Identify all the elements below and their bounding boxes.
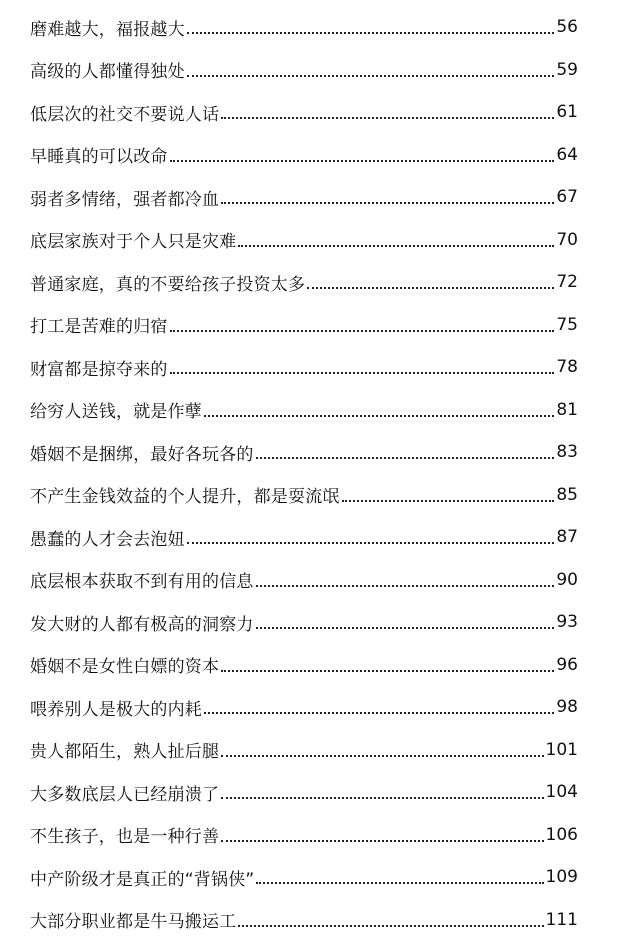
dot-leader — [221, 117, 554, 119]
toc-entry-title: 中产阶级才是真正的“背锅侠” — [30, 869, 255, 890]
toc-entry-title: 不产生金钱效益的个人提升，都是耍流氓 — [30, 487, 340, 508]
toc-entry-page: 96 — [556, 654, 578, 675]
toc-entry-title: 底层家族对于个人只是灾难 — [30, 232, 237, 253]
toc-entry[interactable] — [30, 899, 578, 941]
dot-leader — [221, 755, 543, 757]
toc-entry-page: 70 — [556, 229, 578, 250]
toc-entry-title: 婚姻不是女性白嫖的资本 — [30, 657, 220, 678]
toc-entry[interactable] — [30, 474, 578, 517]
toc-entry-page: 111 — [545, 909, 578, 930]
toc-entry-title: 大多数底层人已经崩溃了 — [30, 784, 220, 805]
toc-entry[interactable] — [30, 771, 578, 814]
dot-leader — [187, 542, 555, 544]
toc-entry[interactable] — [30, 261, 578, 304]
toc-entry[interactable] — [30, 601, 578, 644]
toc-entry[interactable] — [30, 219, 578, 262]
dot-leader — [221, 670, 554, 672]
dot-leader — [238, 925, 543, 927]
dot-leader — [256, 585, 555, 587]
toc-entry-page: 67 — [556, 187, 578, 208]
toc-entry-page: 59 — [556, 59, 578, 80]
toc-entry[interactable] — [30, 6, 578, 49]
toc-entry-page: 98 — [556, 697, 578, 718]
toc-entry[interactable] — [30, 686, 578, 729]
dot-leader — [187, 32, 555, 34]
toc-entry[interactable] — [30, 389, 578, 432]
dot-leader — [342, 500, 555, 502]
toc-entry-page: 104 — [545, 782, 578, 803]
toc-entry-page: 87 — [556, 527, 578, 548]
toc-entry-title: 底层根本获取不到有用的信息 — [30, 572, 254, 593]
toc-entry-page: 101 — [545, 739, 578, 760]
toc-entry-title: 贵人都陌生，熟人扯后腿 — [30, 742, 220, 763]
dot-leader — [221, 797, 543, 799]
toc-entry-title: 财富都是掠夺来的 — [30, 359, 168, 380]
dot-leader — [307, 287, 554, 289]
toc-entry-page: 72 — [556, 272, 578, 293]
toc-entry-title: 婚姻不是捆绑，最好各玩各的 — [30, 444, 254, 465]
dot-leader — [170, 372, 555, 374]
toc-entry-page: 106 — [545, 824, 578, 845]
toc-entry-title: 愚蠢的人才会去泡妞 — [30, 529, 185, 550]
toc-entry-page: 93 — [556, 612, 578, 633]
toc-entry-page: 83 — [556, 442, 578, 463]
toc-entry[interactable] — [30, 134, 578, 177]
dot-leader — [204, 712, 554, 714]
toc-entry-title: 大部分职业都是牛马搬运工 — [30, 912, 237, 933]
dot-leader — [256, 882, 543, 884]
toc-entry-page: 64 — [556, 144, 578, 165]
toc-entry[interactable] — [30, 176, 578, 219]
table-of-contents — [30, 6, 578, 941]
toc-entry-title: 弱者多情绪，强者都冷血 — [30, 189, 220, 210]
toc-entry[interactable] — [30, 644, 578, 687]
dot-leader — [238, 245, 554, 247]
toc-entry-page: 90 — [556, 569, 578, 590]
dot-leader — [204, 415, 554, 417]
toc-entry[interactable] — [30, 304, 578, 347]
dot-leader — [170, 330, 555, 332]
toc-entry-title: 打工是苦难的归宿 — [30, 317, 168, 338]
toc-entry[interactable] — [30, 559, 578, 602]
toc-entry[interactable] — [30, 729, 578, 772]
dot-leader — [256, 457, 555, 459]
toc-entry-page: 78 — [556, 357, 578, 378]
toc-entry[interactable] — [30, 814, 578, 857]
toc-entry-page: 61 — [556, 102, 578, 123]
toc-entry-title: 喂养别人是极大的内耗 — [30, 699, 202, 720]
toc-entry-page: 75 — [556, 314, 578, 335]
toc-entry-title: 不生孩子，也是一种行善 — [30, 827, 220, 848]
toc-entry-title: 高级的人都懂得独处 — [30, 62, 185, 83]
toc-entry-title: 给穷人送钱，就是作孽 — [30, 402, 202, 423]
dot-leader — [187, 75, 555, 77]
toc-entry[interactable] — [30, 346, 578, 389]
toc-entry[interactable] — [30, 516, 578, 559]
toc-entry[interactable] — [30, 49, 578, 92]
toc-entry[interactable] — [30, 91, 578, 134]
toc-entry-page: 81 — [556, 399, 578, 420]
toc-entry-page: 85 — [556, 484, 578, 505]
dot-leader — [221, 202, 554, 204]
toc-entry-page: 109 — [545, 867, 578, 888]
dot-leader — [170, 160, 555, 162]
toc-entry-title: 磨难越大，福报越大 — [30, 19, 185, 40]
toc-entry-title: 低层次的社交不要说人话 — [30, 104, 220, 125]
toc-entry-page: 56 — [556, 17, 578, 38]
toc-entry-title: 发大财的人都有极高的洞察力 — [30, 614, 254, 635]
toc-entry[interactable] — [30, 431, 578, 474]
dot-leader — [221, 840, 543, 842]
toc-entry[interactable] — [30, 856, 578, 899]
dot-leader — [256, 627, 555, 629]
toc-entry-title: 普通家庭，真的不要给孩子投资太多 — [30, 274, 306, 295]
toc-entry-title: 早睡真的可以改命 — [30, 147, 168, 168]
